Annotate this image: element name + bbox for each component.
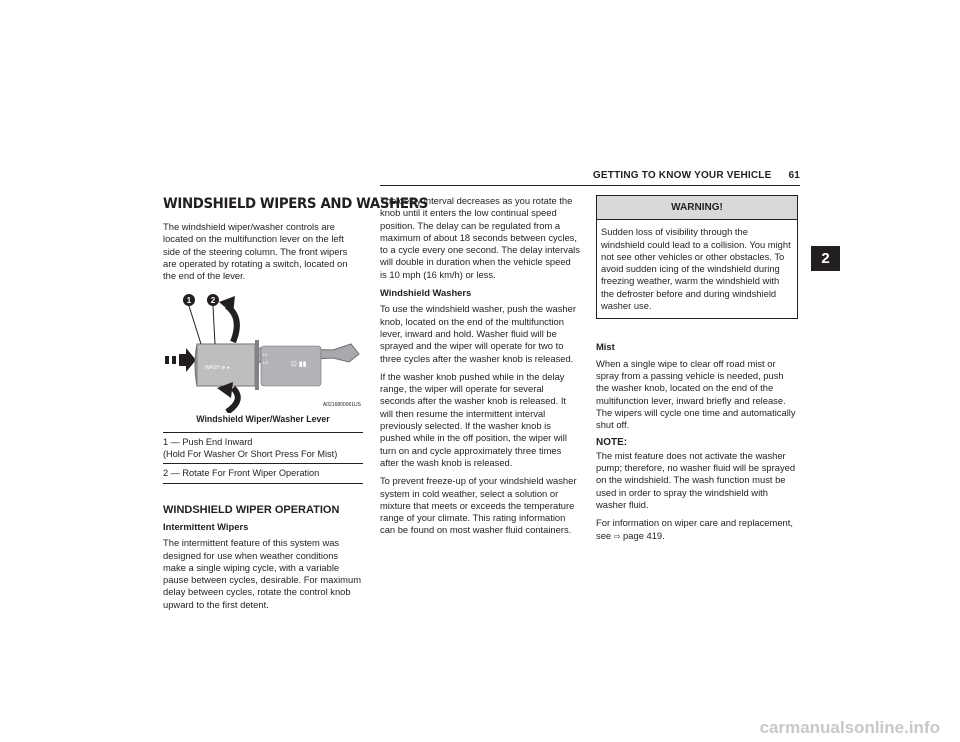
mist-heading: Mist [596,341,615,353]
intermittent-heading: Intermittent Wipers [163,520,249,532]
washers-paragraph-1: To use the windshield washer, push the washer knob, located on the end of the multifunction lever, inward and hold. Washer fluid will be sprayed and the wiper will operate for two to three cycles after the washer knob is released. [380,303,576,364]
wiper-lever-illustration [163,288,363,413]
figure-legend [163,432,363,484]
mist-paragraph: When a single wipe to clear off road mist or spray from a passing vehicle is needed, push the washer knob, located on the end of the multifunction lever, inward briefly and release. The wipers will cycle one time and automatically shut off. [596,357,796,431]
push-arrow-icon [165,348,196,372]
washers-paragraph-2: If the washer knob pushed while in the delay range, the wiper will operate for several seconds after the washer knob is released. It will then resume the intermittent interval previously selected. If the washer knob is pushed while in the off position, the wiper will turn on and cycle approximately three times after the wash knob is released. [380,370,567,468]
page-number: 61 [788,170,800,181]
wiper-operation-heading: WINDSHIELD WIPER OPERATION [163,503,340,516]
svg-text:WASH ⊕ ●: WASH ⊕ ● [205,365,230,372]
info-text: For information on wiper care and replacement, see [596,517,793,541]
header-rule [380,185,800,186]
info-paragraph [596,517,798,543]
callout-2-label: 2 [210,296,216,306]
page-reference-arrow-icon: ⇨ [613,531,621,541]
delay-paragraph: The delay interval decreases as you rotate the knob until it enters the low continual speed position. The delay can be regulated from a maximum of about 18 seconds between cycles, to a cycle every one second. The delay intervals will double in duration when the vehicle speed is 10 mph (16 km/h) or less. [380,195,580,280]
warning-title: WARNING! [597,196,797,220]
section-title: GETTING TO KNOW YOUR VEHICLE [592,170,772,181]
legend-item-1-line-1: 1 — Push End Inward [163,436,253,447]
legend-item-1-line-2: (Hold For Washer Or Short Press For Mist) [163,449,338,460]
legend-item-2-line-1: 2 — Rotate For Front Wiper Operation [163,468,320,479]
warning-text: Sudden loss of visibility through the windshield could lead to a collision. You might not see other vehicles or other obstacles. To avoid sudden icing of the windshield during freezing weather, warm the windshield with the defroster before and during windshield washer use. [601,226,791,312]
washers-heading: Windshield Washers [380,287,472,299]
column-3 [596,195,798,549]
column-2 [380,195,580,543]
legend-item [163,433,363,465]
page-reference-link[interactable]: page 419. [623,529,665,541]
note-paragraph: The mist feature does not activate the washer pump; therefore, no washer fluid will be sprayed on the windshield. The wash function must be used in order to spray the windshield with washer fluid. [596,449,796,510]
intermittent-paragraph: The intermittent feature of this system was designed for use when weather conditions make a single wiping cycle, with a variable pause between cycles, desirable. For maximum delay between cycles, rotate the control knob upward to the first detent. [163,537,362,610]
svg-text:LO: LO [263,360,269,366]
figure-caption: Windshield Wiper/Washer Lever [196,414,330,425]
watermark: carmanualsonline.info [759,718,940,737]
washers-paragraph-3: To prevent freeze-up of your windshield washer system in cold weather, select a solution or mixture that meets or exceeds the temperature range of your climate. This rating information can be found on most washer fluid containers. [380,475,577,536]
legend-item [163,464,363,483]
wiper-lever-figure [163,288,363,413]
intro-paragraph: The windshield wiper/washer controls are located on the multifunction lever on the left side of the steering column. The front wipers are operated by rotating a switch, located on the end of the lever. [163,221,348,282]
note-label: NOTE: [596,437,628,449]
figure-code: A0216800061US [322,402,361,409]
warning-box [596,195,798,319]
callout-1-label: 1 [186,296,192,306]
svg-text:HI: HI [263,352,267,358]
chapter-tab: 2 [811,246,840,271]
page-header [380,170,800,186]
header-text [593,170,800,181]
svg-text:⊡ ▮▮: ⊡ ▮▮ [291,361,307,369]
page-title: WINDSHIELD WIPERS AND WASHERS [163,196,428,212]
